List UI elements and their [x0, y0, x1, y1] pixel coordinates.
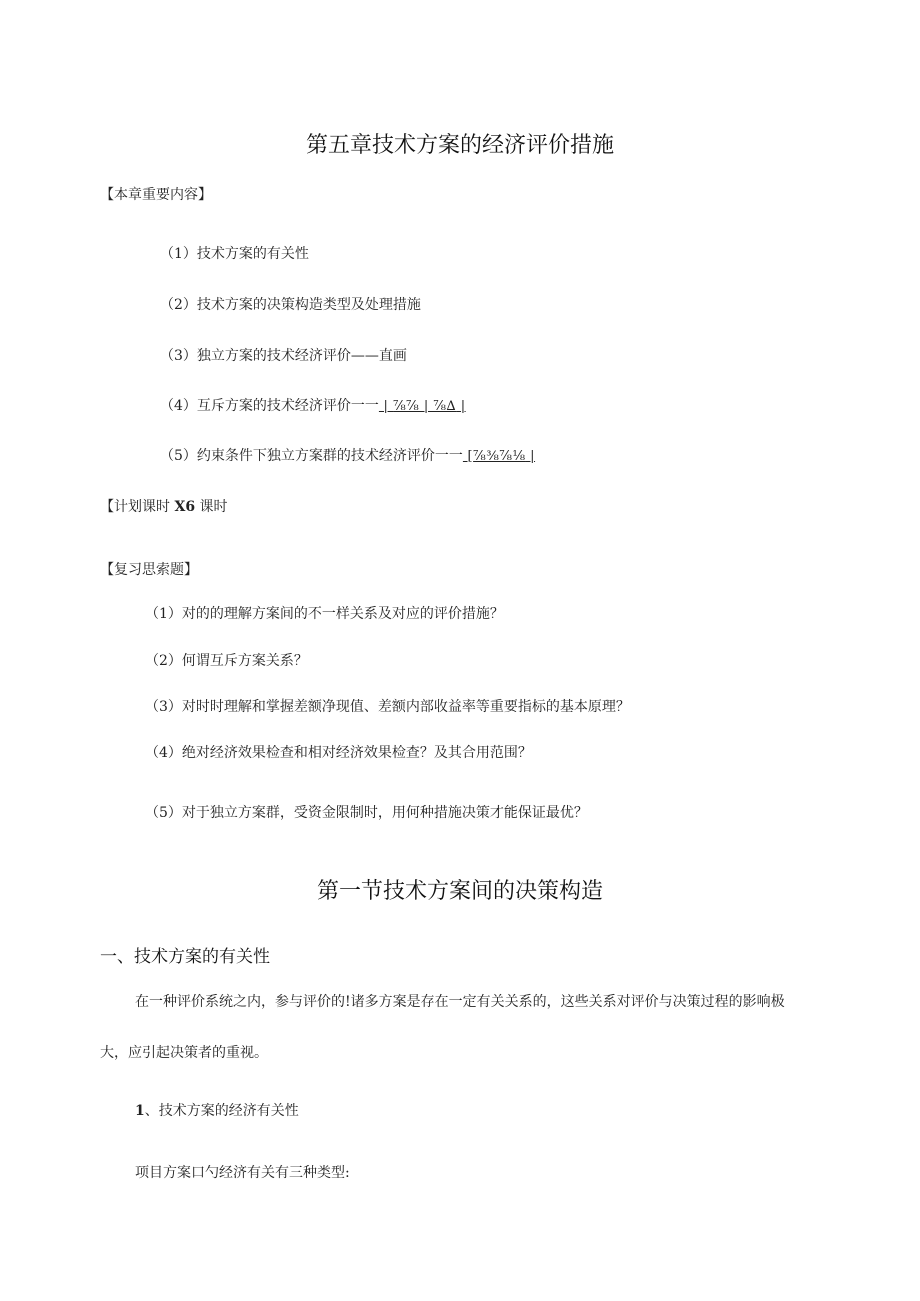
review-questions-heading: 【复习思索题】: [100, 562, 198, 578]
paragraph-line: 项目方案口勺经济有关有三种类型:: [135, 1165, 350, 1181]
subsection-heading: [135, 1102, 299, 1120]
question-number: （2）: [145, 653, 182, 669]
review-question: [145, 652, 308, 670]
review-question: [145, 804, 588, 822]
review-question: [145, 744, 532, 762]
item-number: （5）: [160, 448, 197, 464]
subsection-number: 1: [135, 1103, 145, 1119]
review-question: [145, 698, 630, 716]
item-text: 独立方案的技术经济评价——直画: [196, 348, 407, 364]
section-title: 第一节技术方案间的决策构造: [316, 879, 603, 904]
review-question: [145, 605, 504, 623]
item-text: 技术方案的决策构造类型及处理措施: [196, 297, 421, 313]
item-text: 技术方案的有关性: [196, 246, 309, 262]
item-number: （1）: [160, 246, 197, 262]
item-text: 互斥方案的技术经济评价一一: [196, 398, 379, 414]
page-title: 第五章技术方案的经济评价措施: [305, 133, 614, 158]
question-text: 对时时理解和掌握差额净现值、差额内部收益率等重要指标的基本原理？: [181, 699, 630, 715]
key-contents-heading: 【本章重要内容】: [100, 187, 212, 203]
item-text: 约束条件下独立方案群的技术经济评价一一: [196, 448, 463, 464]
key-content-item: [160, 397, 466, 416]
item-number: （4）: [160, 398, 197, 414]
paragraph-line: 大，应引起决策者的重视。: [100, 1045, 268, 1061]
key-content-item: [160, 447, 535, 466]
question-text: 对的的理解方案间的不一样关系及对应的评价措施？: [181, 606, 504, 622]
question-text: 对于独立方案群，受资金限制时，用何种措施决策才能保证最优？: [181, 805, 588, 821]
subsection-text: 、技术方案的经济有关性: [144, 1103, 299, 1119]
planned-hours-value: X6: [174, 499, 196, 515]
question-text: 绝对经济效果检查和相对经济效果检查？及其合用范围？: [181, 745, 532, 761]
key-content-item: [160, 296, 421, 314]
planned-hours: 【计划课时 X6 课时: [100, 499, 228, 515]
question-number: （3）: [145, 699, 182, 715]
item-tail-garbled: [⅞⅜⅞⅛ |: [462, 449, 536, 464]
item-tail-garbled: | ⅞⅞ | ⅞∆ |: [378, 399, 466, 414]
item-number: （3）: [160, 348, 197, 364]
question-text: 何谓互斥方案关系？: [181, 653, 308, 669]
question-number: （5）: [145, 805, 182, 821]
section-subheading: 一、技术方案的有关性: [100, 947, 270, 967]
paragraph-line: 在一种评价系统之内，参与评价的!诸多方案是存在一定有关关系的，这些关系对评价与决策过程的影响极: [135, 994, 785, 1010]
item-number: （2）: [160, 297, 197, 313]
key-content-item: [160, 245, 309, 263]
question-number: （1）: [145, 606, 182, 622]
question-number: （4）: [145, 745, 182, 761]
key-content-item: [160, 347, 407, 365]
